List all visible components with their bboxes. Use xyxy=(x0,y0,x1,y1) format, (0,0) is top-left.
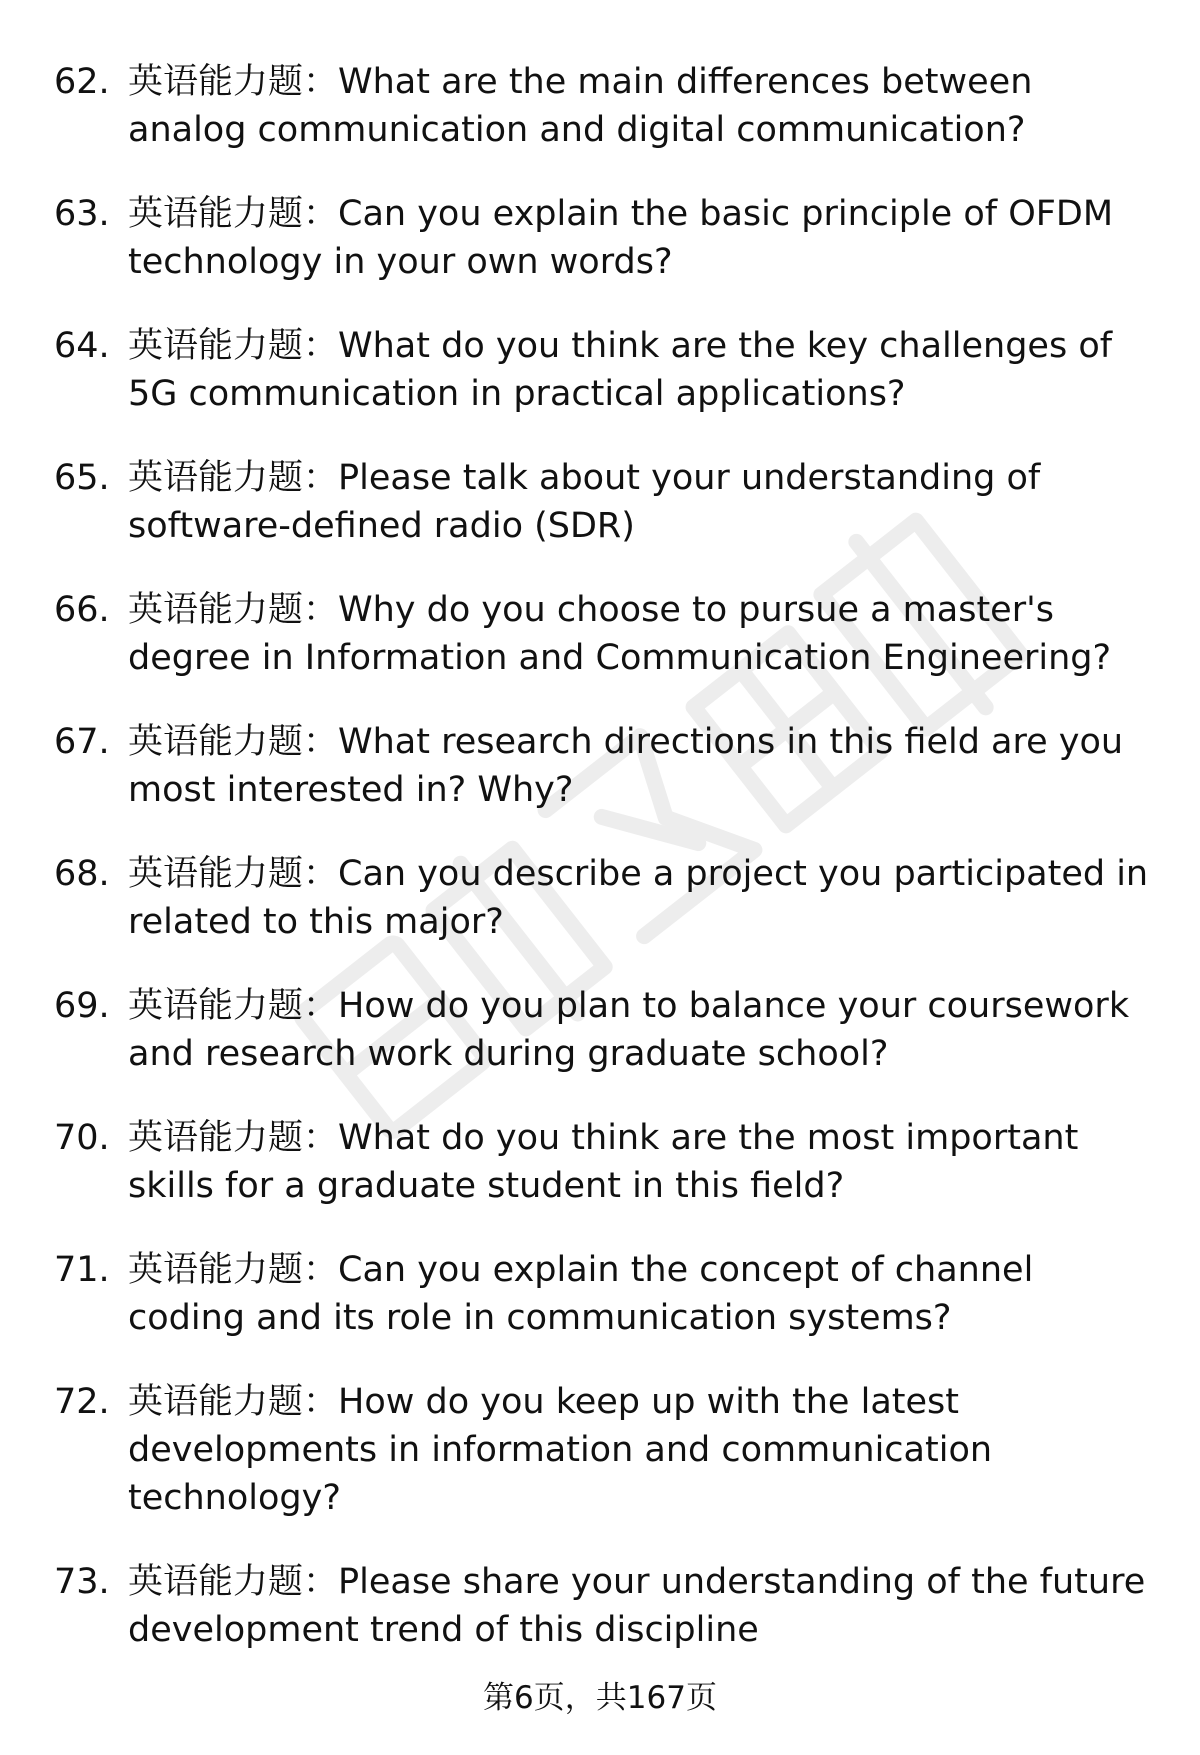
question-tag: 英语能力题： xyxy=(128,1382,339,1422)
question-number: 70. xyxy=(54,1118,110,1158)
question-item xyxy=(0,454,1200,550)
question-number: 67. xyxy=(54,722,110,762)
question-number: 73. xyxy=(54,1562,110,1602)
question-body: Can you explain the concept of channel coding and its role in communication systems? xyxy=(128,1250,1034,1338)
question-item xyxy=(0,58,1200,154)
question-tag: 英语能力题： xyxy=(128,854,339,894)
question-number: 72. xyxy=(54,1382,110,1422)
question-body: What are the main differences between analog communication and digital communication? xyxy=(128,62,1033,150)
question-item xyxy=(0,190,1200,286)
page-number-label: 第6页，共167页 xyxy=(483,1680,717,1716)
question-body: How do you plan to balance your coursework and research work during graduate school? xyxy=(128,986,1130,1074)
question-tag: 英语能力题： xyxy=(128,458,339,498)
question-list xyxy=(0,58,1200,1690)
question-item xyxy=(0,1246,1200,1342)
question-item xyxy=(0,1378,1200,1522)
question-item xyxy=(0,1114,1200,1210)
question-number: 63. xyxy=(54,194,110,234)
question-body: Please share your understanding of the future development trend of this discipline xyxy=(128,1562,1146,1650)
question-text xyxy=(128,982,1160,1078)
question-text xyxy=(128,586,1160,682)
question-tag: 英语能力题： xyxy=(128,590,339,630)
question-body: Why do you choose to pursue a master's degree in Information and Communication Engineering? xyxy=(128,590,1112,678)
question-tag: 英语能力题： xyxy=(128,194,339,234)
question-text xyxy=(128,1246,1160,1342)
question-tag: 英语能力题： xyxy=(128,62,339,102)
question-item xyxy=(0,982,1200,1078)
question-tag: 英语能力题： xyxy=(128,722,339,762)
question-item xyxy=(0,1558,1200,1654)
question-body: What do you think are the key challenges of 5G communication in practical applications? xyxy=(128,326,1113,414)
question-text xyxy=(128,718,1160,814)
question-text xyxy=(128,322,1160,418)
question-text xyxy=(128,1558,1160,1654)
question-number: 66. xyxy=(54,590,110,630)
question-body: What research directions in this field are you most interested in? Why? xyxy=(128,722,1124,810)
question-tag: 英语能力题： xyxy=(128,1118,339,1158)
question-tag: 英语能力题： xyxy=(128,326,339,366)
question-item xyxy=(0,322,1200,418)
page-footer xyxy=(0,1676,1200,1720)
question-tag: 英语能力题： xyxy=(128,986,339,1026)
question-text xyxy=(128,454,1160,550)
question-number: 68. xyxy=(54,854,110,894)
question-body: Please talk about your understanding of software-defined radio (SDR) xyxy=(128,458,1041,546)
question-item xyxy=(0,586,1200,682)
question-text xyxy=(128,1378,1160,1522)
question-body: Can you describe a project you participated in related to this major? xyxy=(128,854,1149,942)
question-tag: 英语能力题： xyxy=(128,1562,339,1602)
question-number: 65. xyxy=(54,458,110,498)
question-item xyxy=(0,718,1200,814)
question-text xyxy=(128,1114,1160,1210)
question-text xyxy=(128,850,1160,946)
question-number: 64. xyxy=(54,326,110,366)
question-number: 71. xyxy=(54,1250,110,1290)
question-body: How do you keep up with the latest developments in information and communication technology? xyxy=(128,1382,993,1518)
question-text xyxy=(128,58,1160,154)
question-item xyxy=(0,850,1200,946)
question-tag: 英语能力题： xyxy=(128,1250,339,1290)
question-number: 69. xyxy=(54,986,110,1026)
question-number: 62. xyxy=(54,62,110,102)
question-text xyxy=(128,190,1160,286)
question-body: What do you think are the most important skills for a graduate student in this field? xyxy=(128,1118,1079,1206)
question-body: Can you explain the basic principle of OFDM technology in your own words? xyxy=(128,194,1114,282)
